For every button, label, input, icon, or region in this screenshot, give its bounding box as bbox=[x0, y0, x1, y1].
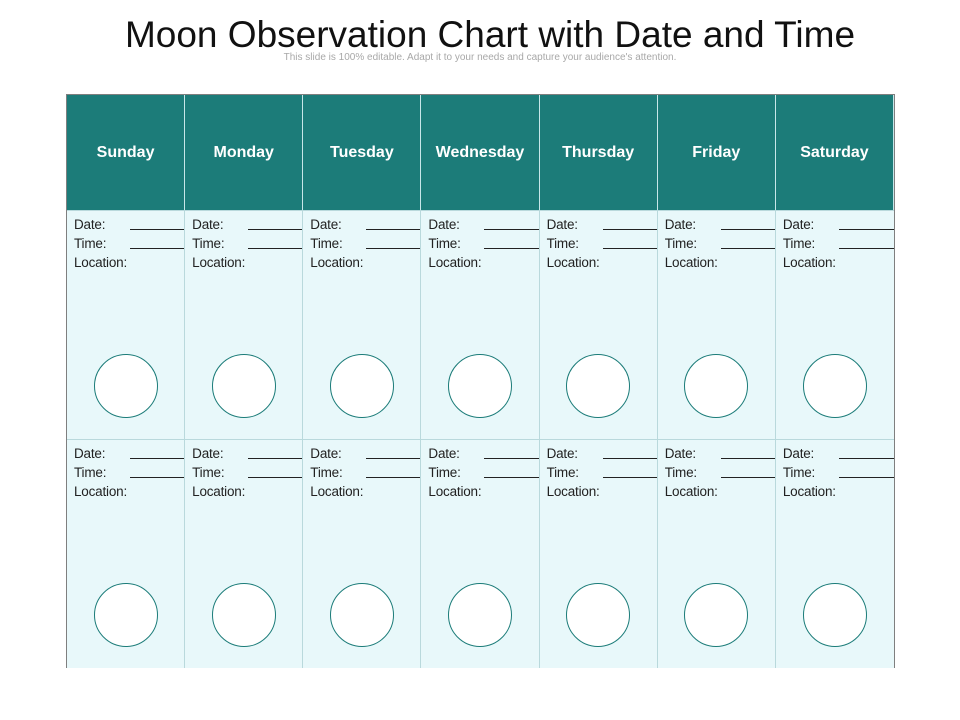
location-field bbox=[192, 483, 302, 499]
observation-cell-thursday-2 bbox=[540, 439, 658, 668]
observation-cell-friday-2 bbox=[658, 439, 776, 668]
date-blank-line[interactable] bbox=[839, 229, 894, 230]
location-field bbox=[783, 483, 894, 499]
date-field bbox=[665, 216, 775, 232]
moon-circle[interactable] bbox=[330, 583, 394, 647]
location-field bbox=[428, 483, 538, 499]
observation-cell-friday-1 bbox=[658, 210, 776, 439]
header-saturday: Saturday bbox=[776, 95, 894, 210]
observation-cell-saturday-2 bbox=[776, 439, 894, 668]
observation-cell-wednesday-1 bbox=[421, 210, 539, 439]
date-field bbox=[310, 445, 420, 461]
date-blank-line[interactable] bbox=[603, 229, 657, 230]
date-label: Date: bbox=[428, 217, 460, 232]
time-blank-line[interactable] bbox=[366, 477, 420, 478]
time-label: Time: bbox=[428, 236, 461, 251]
moon-circle[interactable] bbox=[212, 354, 276, 418]
time-field bbox=[547, 464, 657, 480]
header-monday: Monday bbox=[185, 95, 303, 210]
date-label: Date: bbox=[428, 446, 460, 461]
location-label: Location: bbox=[74, 255, 127, 270]
date-field bbox=[428, 445, 538, 461]
date-blank-line[interactable] bbox=[130, 458, 184, 459]
date-field bbox=[783, 445, 894, 461]
location-field bbox=[547, 254, 657, 270]
observation-cell-sunday-1 bbox=[67, 210, 185, 439]
time-field bbox=[74, 464, 184, 480]
location-label: Location: bbox=[664, 484, 718, 499]
time-field bbox=[192, 464, 302, 480]
moon-circle[interactable] bbox=[330, 354, 394, 418]
date-label: Date: bbox=[192, 217, 224, 232]
observation-cell-sunday-2 bbox=[67, 439, 185, 668]
date-field bbox=[74, 445, 184, 461]
time-field bbox=[665, 235, 775, 251]
time-label: Time: bbox=[428, 465, 461, 480]
header-sunday: Sunday bbox=[67, 95, 185, 210]
date-field bbox=[192, 216, 302, 232]
date-field bbox=[310, 216, 420, 232]
time-label: Time: bbox=[782, 465, 816, 480]
time-label: Time: bbox=[74, 465, 107, 480]
location-label: Location: bbox=[192, 484, 246, 499]
location-label: Location: bbox=[664, 255, 718, 270]
time-blank-line[interactable] bbox=[603, 477, 657, 478]
header-tuesday: Tuesday bbox=[303, 95, 421, 210]
date-label: Date: bbox=[310, 446, 342, 461]
location-field bbox=[428, 254, 538, 270]
time-label: Time: bbox=[74, 236, 107, 251]
observation-cell-monday-2 bbox=[185, 439, 303, 668]
time-field bbox=[310, 464, 420, 480]
time-field bbox=[310, 235, 420, 251]
date-field bbox=[192, 445, 302, 461]
date-label: Date: bbox=[74, 217, 106, 232]
date-field bbox=[783, 216, 894, 232]
time-blank-line[interactable] bbox=[130, 248, 184, 249]
time-label: Time: bbox=[664, 465, 697, 480]
observation-cell-tuesday-2 bbox=[303, 439, 421, 668]
moon-circle[interactable] bbox=[684, 354, 748, 418]
date-label: Date: bbox=[664, 446, 696, 461]
location-label: Location: bbox=[310, 484, 364, 499]
moon-observation-table bbox=[66, 94, 895, 668]
page-title: Moon Observation Chart with Date and Time bbox=[124, 14, 856, 55]
date-blank-line[interactable] bbox=[248, 458, 302, 459]
date-label: Date: bbox=[782, 217, 815, 232]
observation-cell-wednesday-2 bbox=[421, 439, 539, 668]
date-blank-line[interactable] bbox=[839, 458, 894, 459]
location-label: Location: bbox=[428, 484, 482, 499]
date-blank-line[interactable] bbox=[248, 229, 302, 230]
observation-cell-tuesday-1 bbox=[303, 210, 421, 439]
time-blank-line[interactable] bbox=[366, 248, 420, 249]
date-blank-line[interactable] bbox=[721, 458, 775, 459]
time-blank-line[interactable] bbox=[839, 477, 894, 478]
date-blank-line[interactable] bbox=[484, 229, 538, 230]
time-blank-line[interactable] bbox=[839, 248, 894, 249]
location-field bbox=[547, 483, 657, 499]
location-label: Location: bbox=[546, 255, 600, 270]
observation-cell-monday-1 bbox=[185, 210, 303, 439]
moon-circle[interactable] bbox=[448, 354, 512, 418]
time-field bbox=[428, 235, 538, 251]
time-blank-line[interactable] bbox=[484, 248, 538, 249]
page-subtitle: This slide is 100% editable. Adapt it to your needs and capture your audience's attention. bbox=[283, 52, 677, 63]
observation-cell-thursday-1 bbox=[540, 210, 658, 439]
location-field bbox=[74, 254, 184, 270]
time-field bbox=[428, 464, 538, 480]
date-blank-line[interactable] bbox=[603, 458, 657, 459]
location-field bbox=[665, 483, 775, 499]
time-blank-line[interactable] bbox=[248, 477, 302, 478]
date-label: Date: bbox=[546, 446, 578, 461]
date-blank-line[interactable] bbox=[484, 458, 538, 459]
moon-circle[interactable] bbox=[94, 583, 158, 647]
date-label: Date: bbox=[782, 446, 815, 461]
time-label: Time: bbox=[192, 465, 225, 480]
date-field bbox=[74, 216, 184, 232]
date-field bbox=[547, 216, 657, 232]
location-field bbox=[192, 254, 302, 270]
location-label: Location: bbox=[782, 484, 836, 499]
time-field bbox=[74, 235, 184, 251]
time-field bbox=[665, 464, 775, 480]
date-field bbox=[428, 216, 538, 232]
date-label: Date: bbox=[74, 446, 106, 461]
moon-circle[interactable] bbox=[566, 354, 630, 418]
date-field bbox=[665, 445, 775, 461]
location-field bbox=[783, 254, 894, 270]
moon-circle[interactable] bbox=[803, 583, 867, 647]
location-label: Location: bbox=[74, 484, 127, 499]
time-field bbox=[547, 235, 657, 251]
time-label: Time: bbox=[310, 236, 343, 251]
time-field bbox=[783, 464, 894, 480]
date-blank-line[interactable] bbox=[721, 229, 775, 230]
header-wednesday: Wednesday bbox=[421, 95, 539, 210]
location-field bbox=[665, 254, 775, 270]
header-friday: Friday bbox=[658, 95, 776, 210]
moon-circle[interactable] bbox=[94, 354, 158, 418]
time-field bbox=[783, 235, 894, 251]
location-label: Location: bbox=[546, 484, 600, 499]
time-label: Time: bbox=[664, 236, 697, 251]
date-field bbox=[547, 445, 657, 461]
date-label: Date: bbox=[546, 217, 578, 232]
time-label: Time: bbox=[192, 236, 225, 251]
time-label: Time: bbox=[546, 465, 579, 480]
date-label: Date: bbox=[192, 446, 224, 461]
location-field bbox=[310, 483, 420, 499]
date-blank-line[interactable] bbox=[366, 458, 420, 459]
location-field bbox=[74, 483, 184, 499]
moon-circle[interactable] bbox=[566, 583, 630, 647]
time-field bbox=[192, 235, 302, 251]
date-blank-line[interactable] bbox=[130, 229, 184, 230]
time-blank-line[interactable] bbox=[484, 477, 538, 478]
date-blank-line[interactable] bbox=[366, 229, 420, 230]
observation-cell-saturday-1 bbox=[776, 210, 894, 439]
header-thursday: Thursday bbox=[540, 95, 658, 210]
moon-circle[interactable] bbox=[448, 583, 512, 647]
location-label: Location: bbox=[782, 255, 836, 270]
time-blank-line[interactable] bbox=[721, 248, 775, 249]
time-blank-line[interactable] bbox=[721, 477, 775, 478]
location-field bbox=[310, 254, 420, 270]
time-label: Time: bbox=[310, 465, 343, 480]
moon-circle[interactable] bbox=[684, 583, 748, 647]
location-label: Location: bbox=[192, 255, 246, 270]
date-label: Date: bbox=[310, 217, 342, 232]
location-label: Location: bbox=[428, 255, 482, 270]
moon-circle[interactable] bbox=[803, 354, 867, 418]
time-blank-line[interactable] bbox=[248, 248, 302, 249]
date-label: Date: bbox=[664, 217, 696, 232]
moon-circle[interactable] bbox=[212, 583, 276, 647]
location-label: Location: bbox=[310, 255, 364, 270]
time-label: Time: bbox=[546, 236, 579, 251]
time-blank-line[interactable] bbox=[130, 477, 184, 478]
time-blank-line[interactable] bbox=[603, 248, 657, 249]
time-label: Time: bbox=[782, 236, 816, 251]
